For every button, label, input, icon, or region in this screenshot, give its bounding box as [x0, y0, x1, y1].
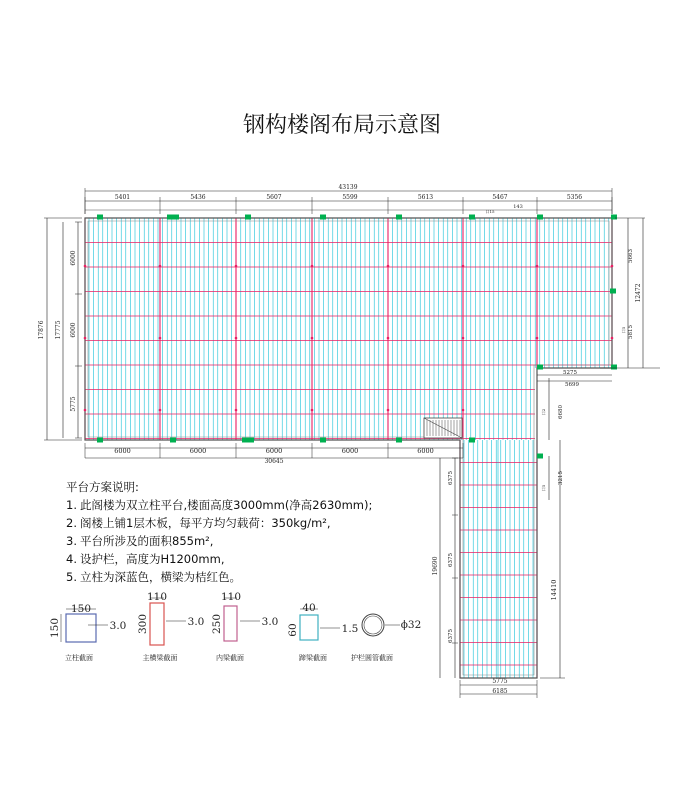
dim-bottom-seg: 6000 [417, 447, 434, 455]
dimension-lines [38, 184, 660, 698]
section-label: 立柱截面 [65, 654, 93, 662]
dim-top-seg: 5436 [190, 194, 206, 201]
dim-notch-a: 5275 [563, 370, 577, 376]
dim-bottom-seg: 6000 [189, 447, 207, 455]
staircase [424, 418, 462, 438]
dim-bottom-seg: 6000 [341, 447, 359, 455]
dim-bottom-seg: 6000 [114, 447, 131, 455]
section-top-dim: 110 [220, 591, 242, 603]
dim-right-mid-a: 6680 [558, 405, 564, 419]
dim-top-seg: 5613 [417, 194, 434, 201]
section-side-dim: 250 [211, 613, 223, 635]
column-marker [611, 215, 617, 220]
dim-top-seg: 5467 [492, 194, 508, 201]
dim-lower-seg: 6375 [448, 629, 454, 643]
column-node [311, 337, 314, 340]
dim-top-seg: 5599 [342, 194, 358, 201]
platform-notes [66, 478, 372, 586]
dim-right-mid-c: 3215 [558, 471, 564, 485]
dim-lower-bottom-a: 5775 [492, 678, 508, 685]
column-node [159, 409, 162, 412]
column-node [536, 337, 539, 340]
note-item: 3. 平台所涉及的面积855m², [66, 534, 214, 548]
column-marker [396, 438, 402, 443]
column-marker [320, 215, 326, 220]
dim-left-seg: 5775 [70, 396, 77, 412]
note-item: 2. 阁楼上铺1层木板，每平方均匀载荷：350kg/m², [66, 516, 331, 530]
column-marker [97, 215, 103, 220]
column-node [387, 409, 390, 412]
dim-right-mid-small2: 口5 [541, 484, 546, 492]
column-node [235, 265, 238, 268]
dim-right-mid-small: 口2 [541, 408, 546, 416]
column-marker [469, 215, 475, 220]
dim-right-a: 5663 [628, 249, 634, 263]
section-side-dim: 300 [137, 613, 149, 635]
column-node [462, 265, 465, 268]
section-thickness: 1.5 [341, 623, 359, 635]
dim-small-top2: 口15 [485, 209, 495, 214]
page-title: 钢构楼阁布局示意图 [242, 113, 441, 138]
dim-right-small: 口5 [621, 326, 626, 334]
note-item: 4. 设护栏，高度为H1200mm, [66, 552, 225, 566]
column-section [66, 614, 96, 642]
dim-lower-bottom-b: 6185 [492, 688, 508, 695]
dim-top-seg: 5401 [114, 194, 131, 201]
column-node [84, 337, 87, 340]
purlin-section [300, 615, 318, 640]
dim-small-top: 143 [513, 204, 523, 210]
dim-right-b: 5815 [628, 325, 634, 339]
dim-bottom-seg: 6000 [265, 447, 283, 455]
section-thickness: 3.0 [109, 620, 127, 632]
column-marker [167, 215, 179, 220]
section-thickness: 3.0 [187, 616, 205, 628]
section-top-dim: 40 [302, 602, 316, 614]
column-marker [245, 215, 251, 220]
dim-bottom-total: 30645 [264, 458, 284, 465]
dim-left-seg: 6000 [70, 322, 77, 338]
column-marker [610, 289, 616, 294]
section-label: 主横梁截面 [142, 654, 178, 662]
column-marker [611, 365, 617, 370]
section-label: 护栏圆管截面 [351, 654, 393, 662]
column-marker [170, 438, 176, 443]
section-top-dim: 110 [146, 591, 168, 603]
column-node [462, 409, 465, 412]
dim-left-mid: 17775 [55, 320, 62, 340]
section-top-dim: 150 [70, 603, 92, 615]
note-item: 5. 立柱为深蓝色，横梁为桔红色。 [66, 570, 241, 584]
dim-lower-left-total: 19690 [432, 556, 439, 576]
dim-left-outer: 17876 [38, 320, 45, 340]
column-marker [320, 438, 326, 443]
column-node [462, 337, 465, 340]
section-thickness: 3.0 [261, 616, 279, 628]
dim-right-total: 12472 [635, 283, 642, 303]
column-node [387, 337, 390, 340]
column-marker [97, 438, 103, 443]
dim-right-lower: 14410 [550, 579, 558, 601]
column-node [84, 265, 87, 268]
column-marker [537, 215, 543, 220]
column-node [159, 337, 162, 340]
cross-sections [49, 591, 421, 662]
section-side-dim: 60 [287, 623, 299, 637]
main-beam-section [150, 603, 164, 645]
section-side-dim: 150 [49, 617, 61, 639]
column-node [536, 265, 539, 268]
section-label: 内梁截面 [216, 654, 244, 662]
column-node [159, 265, 162, 268]
column-marker [242, 438, 254, 443]
dim-top-total: 43139 [338, 184, 358, 191]
column-node [311, 265, 314, 268]
note-item: 1. 此阁楼为双立柱平台,楼面高度3000mm(净高2630mm); [66, 498, 373, 512]
column-node [311, 409, 314, 412]
column-node [235, 409, 238, 412]
section-label: 蹄梁截面 [299, 654, 327, 662]
column-node [611, 337, 614, 340]
column-marker [396, 215, 402, 220]
column-marker [537, 365, 543, 370]
guardrail-section-inner [364, 616, 382, 634]
column-marker [469, 438, 475, 443]
dim-top-seg: 5356 [566, 194, 583, 201]
column-node [387, 265, 390, 268]
dim-top-seg: 5607 [266, 194, 282, 201]
dim-lower-seg: 6375 [448, 553, 454, 567]
dim-left-seg: 6000 [70, 250, 77, 266]
notes-heading: 平台方案说明: [66, 480, 139, 494]
column-marker [537, 454, 543, 459]
inner-beam-section [224, 606, 237, 641]
dim-lower-seg: 6375 [448, 471, 454, 485]
column-node [235, 337, 238, 340]
dim-notch-b: 5699 [565, 382, 579, 388]
section-diameter: ϕ32 [400, 619, 422, 631]
column-node [84, 409, 87, 412]
guardrail-section [362, 614, 384, 636]
column-node [611, 265, 614, 268]
